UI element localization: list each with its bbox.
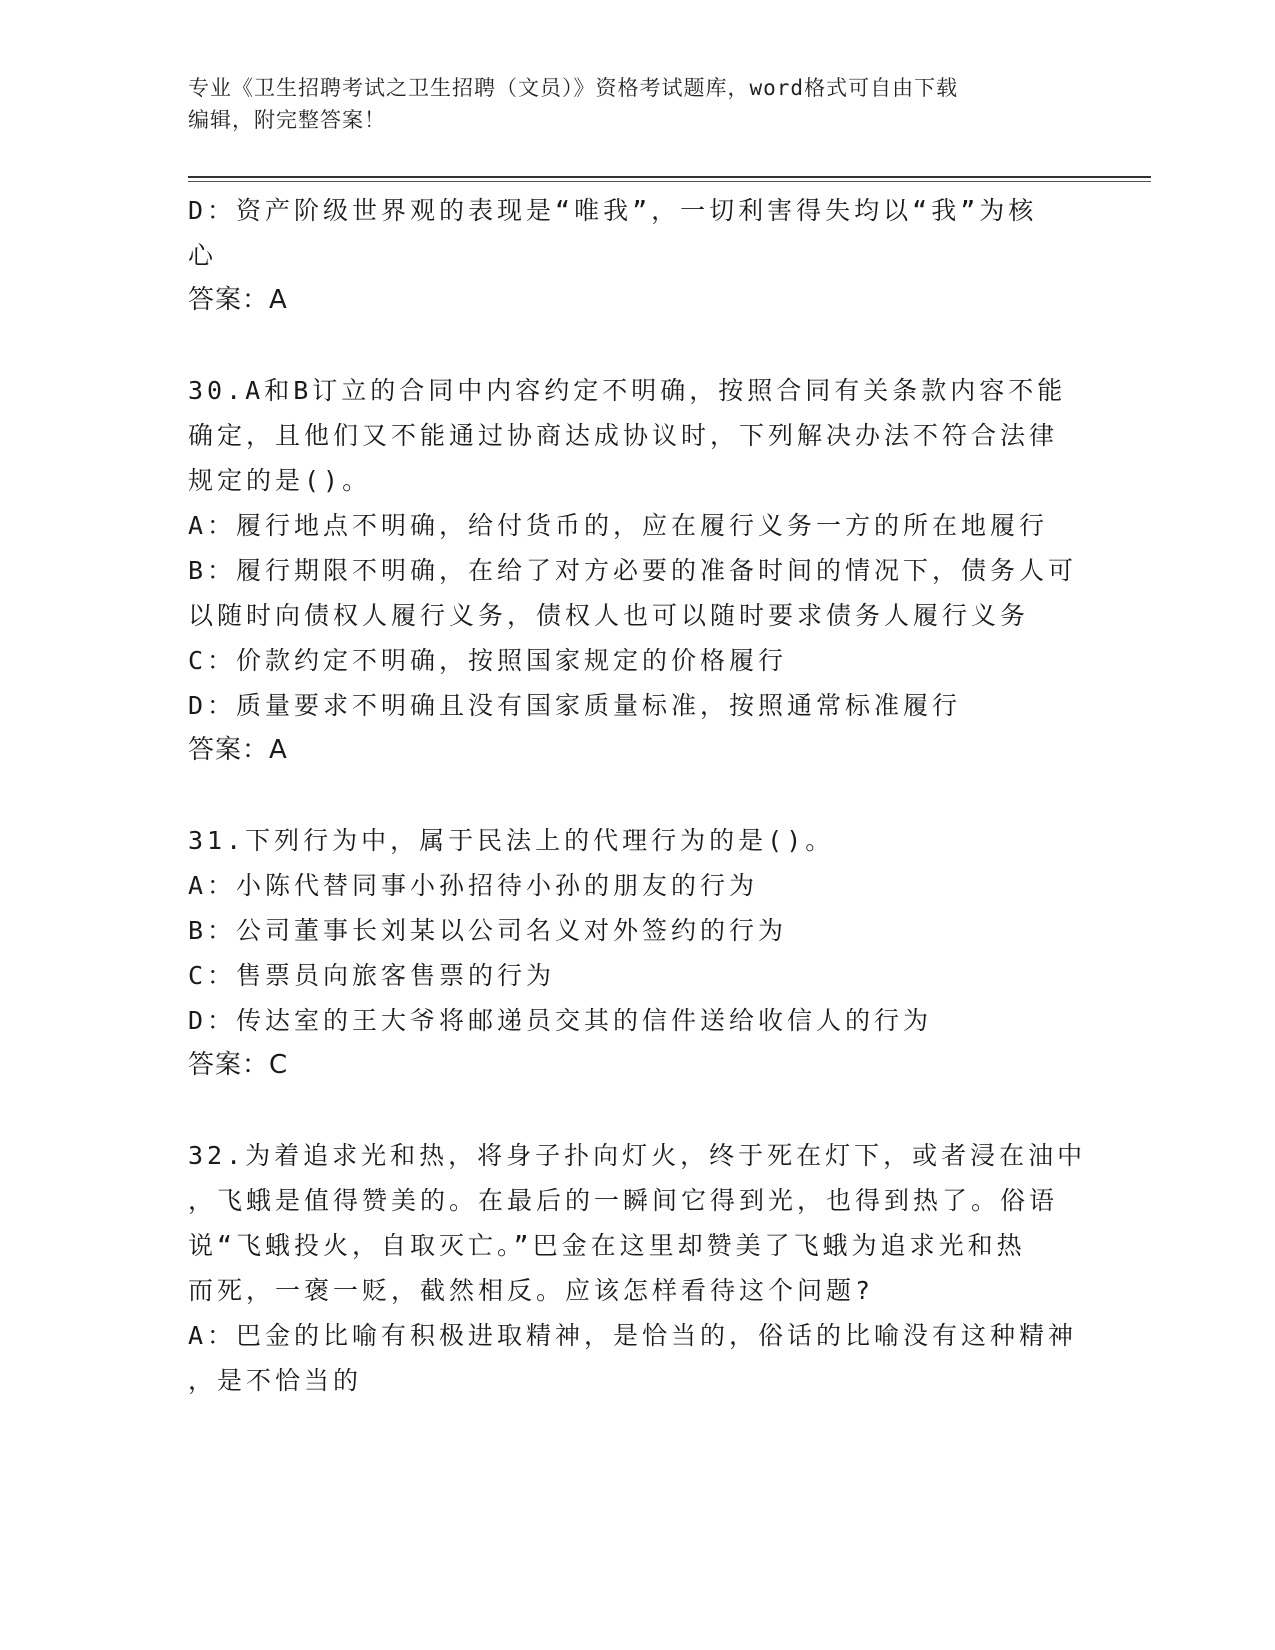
question-stem: 32.为着追求光和热，将身子扑向灯火，终于死在灯下，或者浸在油中 xyxy=(188,1141,1087,1170)
option-a-continued: ，是不恰当的 xyxy=(188,1366,363,1395)
header-line-2: 编辑，附完整答案！ xyxy=(188,108,386,132)
question-stem-continued: 而死，一褒一贬，截然相反。应该怎样看待这个问题? xyxy=(188,1276,875,1305)
question-31 xyxy=(188,818,1088,1088)
spacer xyxy=(188,1088,1088,1133)
option-b: B：公司董事长刘某以公司名义对外签约的行为 xyxy=(188,916,788,945)
document-body xyxy=(188,188,1088,1403)
document-header xyxy=(188,72,1068,136)
answer-label: 答案：C xyxy=(188,1050,289,1080)
spacer xyxy=(188,323,1088,368)
spacer xyxy=(188,773,1088,818)
answer-label: 答案：A xyxy=(188,285,288,315)
option-c: C：售票员向旅客售票的行为 xyxy=(188,961,556,990)
answer-label: 答案：A xyxy=(188,735,288,765)
header-divider-thick xyxy=(188,176,1151,178)
option-a: A：小陈代替同事小孙招待小孙的朋友的行为 xyxy=(188,871,759,900)
header-divider-thin xyxy=(188,181,1151,182)
question-30 xyxy=(188,368,1088,773)
option-d-continued: 心 xyxy=(188,241,218,270)
question-stem-continued: ，飞蛾是值得赞美的。在最后的一瞬间它得到光，也得到热了。俗语 xyxy=(188,1186,1059,1215)
header-line-1: 专业《卫生招聘考试之卫生招聘（文员）》资格考试题库，word格式可自由下载 xyxy=(188,76,959,100)
question-stem-continued: 规定的是()。 xyxy=(188,466,372,495)
question-stem: 30.A和B订立的合同中内容约定不明确，按照合同有关条款内容不能 xyxy=(188,376,1067,405)
question-29-tail xyxy=(188,188,1088,323)
option-a: A：履行地点不明确，给付货币的，应在履行义务一方的所在地履行 xyxy=(188,511,1049,540)
option-d: D：资产阶级世界观的表现是“唯我”，一切利害得失均以“我”为核 xyxy=(188,196,1038,225)
option-a: A：巴金的比喻有积极进取精神，是恰当的，俗话的比喻没有这种精神 xyxy=(188,1321,1078,1350)
question-stem-continued: 说“飞蛾投火，自取灭亡。”巴金在这里却赞美了飞蛾为追求光和热 xyxy=(188,1231,1026,1260)
option-b: B：履行期限不明确，在给了对方必要的准备时间的情况下，债务人可 xyxy=(188,556,1078,585)
option-b-continued: 以随时向债权人履行义务，债权人也可以随时要求债务人履行义务 xyxy=(188,601,1030,630)
question-stem-continued: 确定，且他们又不能通过协商达成协议时，下列解决办法不符合法律 xyxy=(188,421,1059,450)
question-32 xyxy=(188,1133,1088,1403)
option-d: D：质量要求不明确且没有国家质量标准，按照通常标准履行 xyxy=(188,691,962,720)
question-stem: 31.下列行为中，属于民法上的代理行为的是()。 xyxy=(188,826,835,855)
option-c: C：价款约定不明确，按照国家规定的价格履行 xyxy=(188,646,788,675)
option-d: D：传达室的王大爷将邮递员交其的信件送给收信人的行为 xyxy=(188,1006,933,1035)
